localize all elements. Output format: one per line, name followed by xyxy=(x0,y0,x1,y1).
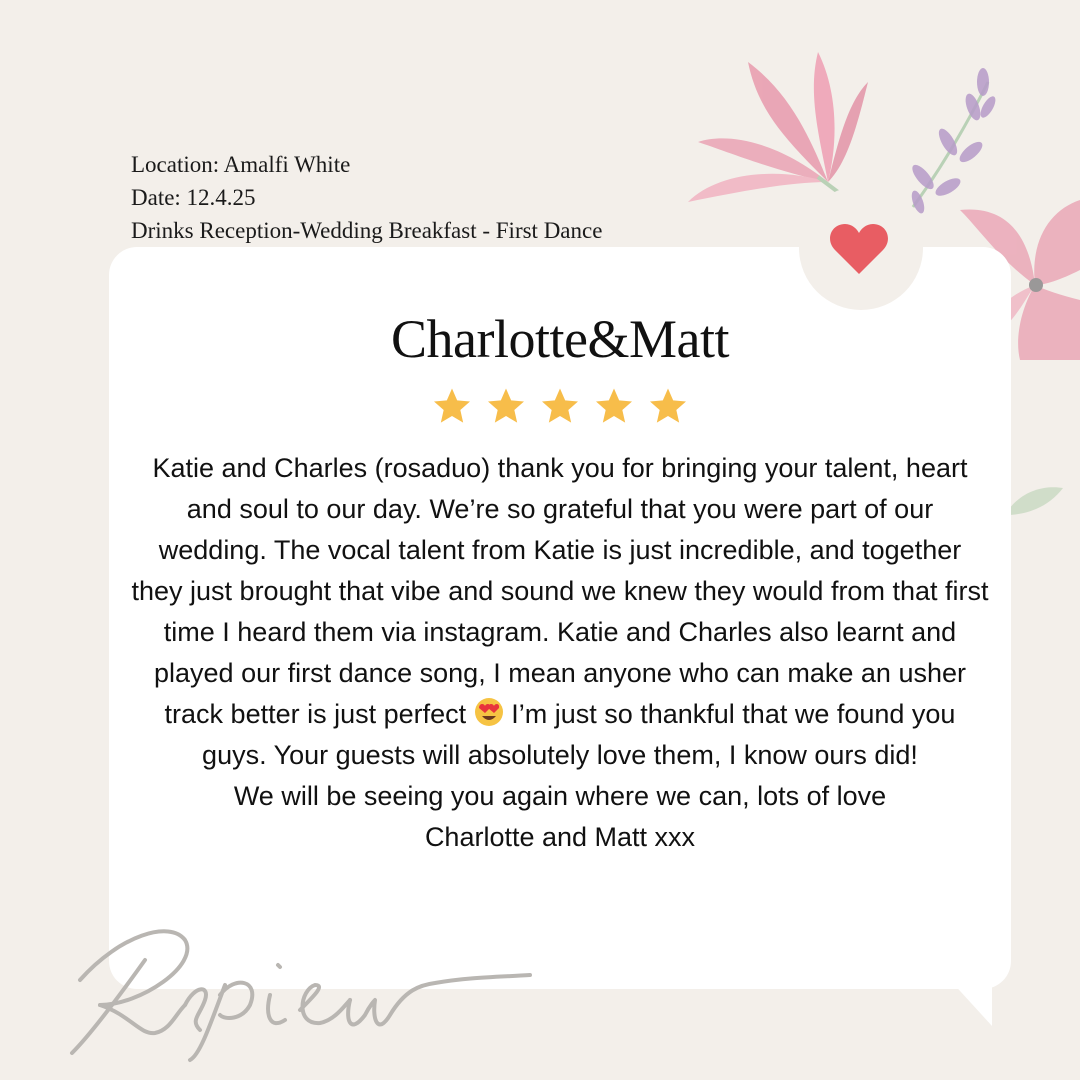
date-text: Date: 12.4.25 xyxy=(131,185,256,210)
pink-lily-illustration xyxy=(688,52,868,202)
star-rating xyxy=(109,386,1011,426)
lavender-sprig-illustration xyxy=(893,62,1003,222)
star-icon xyxy=(486,386,526,426)
heart-icon xyxy=(829,222,889,276)
review-closing: We will be seeing you again where we can, lots of love xyxy=(233,781,887,811)
green-leaf-illustration xyxy=(1005,480,1065,520)
review-paragraph: Katie and Charles (rosaduo) thank you for bringing your talent, heart and soul to our day. We’re so grateful that you were part of our wedding. The vocal talent from Katie is just incredible, and together they just brought that vibe and sound we knew they would from that first time I heard them via instagram. Katie and Charles also learnt and played our first dance song, I mean anyone who can make an usher track better is just perfect I’m just so thankful that we found you guys. Your guests will absolutely love them, I know ours did! xyxy=(131,453,989,770)
star-icon xyxy=(432,386,472,426)
couple-name-heading: Charlotte&Matt xyxy=(391,309,729,369)
speech-bubble-tail xyxy=(950,980,992,1026)
services-text: Drinks Reception-Wedding Breakfast - First Dance xyxy=(131,218,603,243)
location-text: Location: Amalfi White xyxy=(131,152,351,177)
star-icon xyxy=(648,386,688,426)
event-info xyxy=(131,148,602,247)
heart-eyes-emoji-icon xyxy=(474,697,504,727)
review-script-wordmark xyxy=(60,905,600,1075)
star-icon xyxy=(540,386,580,426)
review-body xyxy=(130,448,990,858)
star-icon xyxy=(594,386,634,426)
review-signature: Charlotte and Matt xxx xyxy=(424,822,696,852)
